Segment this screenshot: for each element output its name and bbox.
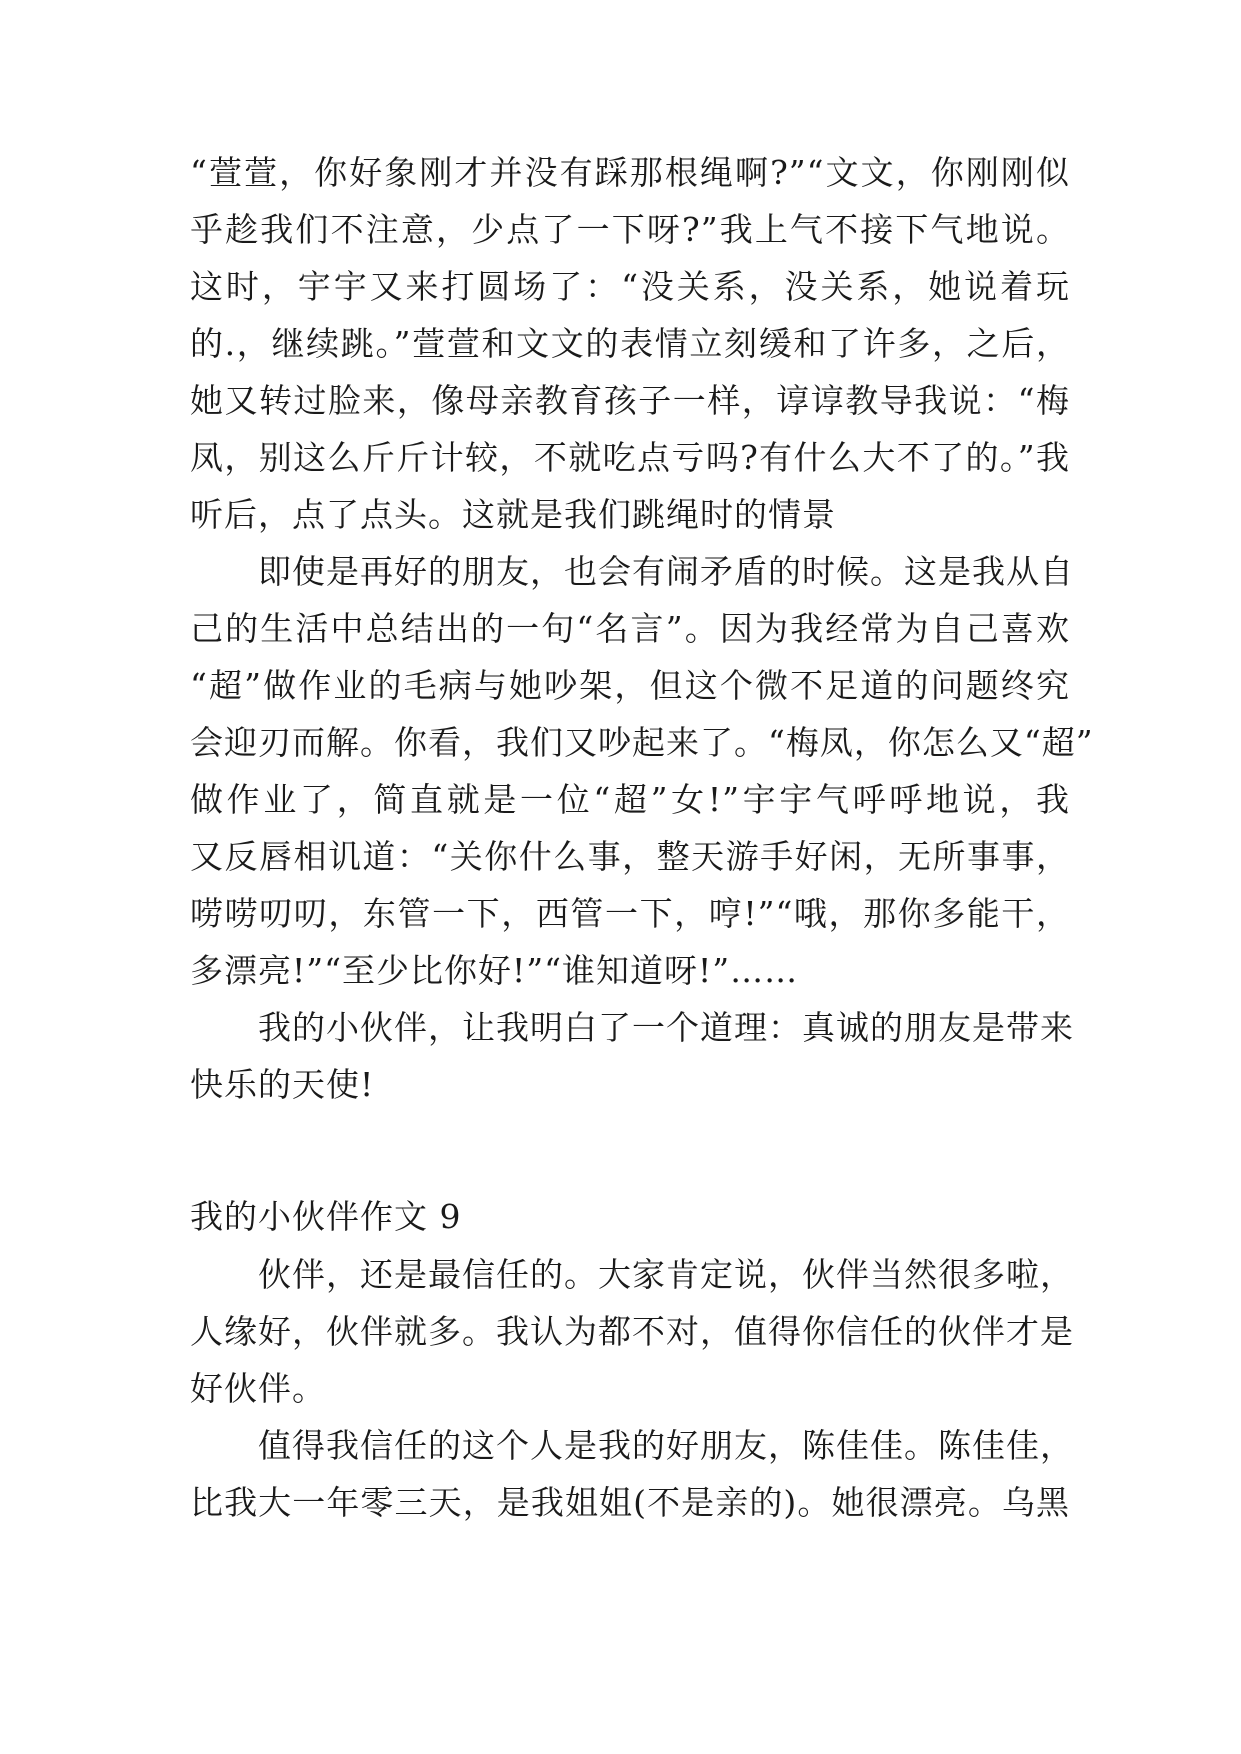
text-line: 听后，点了点头。这就是我们跳绳时的情景	[190, 495, 836, 534]
text-line: 的.，继续跳。”萱萱和文文的表情立刻缓和了许多，之后，	[190, 324, 1070, 363]
text-line: 乎趁我们不注意，少点了一下呀?”我上气不接下气地说。	[190, 210, 1070, 249]
text-line: 做作业了，简直就是一位“超”女!”宇宇气呼呼地说，我	[190, 780, 1070, 819]
text-line: 快乐的天使!	[190, 1065, 375, 1104]
paragraph-first-line: 伙伴，还是最信任的。大家肯定说，伙伴当然很多啦，	[258, 1255, 1074, 1294]
text-line: 人缘好，伙伴就多。我认为都不对，值得你信任的伙伴才是	[190, 1312, 1074, 1351]
text-line: 凤，别这么斤斤计较，不就吃点亏吗?有什么大不了的。”我	[190, 438, 1070, 477]
paragraph-first-line: 值得我信任的这个人是我的好朋友，陈佳佳。陈佳佳，	[258, 1426, 1074, 1465]
text-line: 好伙伴。	[190, 1369, 326, 1408]
essay-heading: 我的小伙伴作文 9	[190, 1197, 462, 1236]
text-line: “萱萱，你好象刚才并没有踩那根绳啊?”“文文，你刚刚似	[190, 153, 1070, 192]
text-line: 又反唇相讥道：“关你什么事，整天游手好闲，无所事事，	[190, 837, 1070, 876]
text-line: 比我大一年零三天，是我姐姐(不是亲的)。她很漂亮。乌黑	[190, 1483, 1070, 1522]
text-line: 唠唠叨叨，东管一下，西管一下，哼!”“哦，那你多能干，	[190, 894, 1070, 933]
text-line: 多漂亮!”“至少比你好!”“谁知道呀!”……	[190, 951, 799, 990]
text-line: “超”做作业的毛病与她吵架，但这个微不足道的问题终究	[190, 666, 1070, 705]
text-line: 这时，宇宇又来打圆场了：“没关系，没关系，她说着玩	[190, 267, 1070, 306]
text-line: 会迎刃而解。你看，我们又吵起来了。“梅凤，你怎么又“超”	[190, 723, 1094, 762]
text-line: 她又转过脸来，像母亲教育孩子一样，谆谆教导我说：“梅	[190, 381, 1070, 420]
text-line: 己的生活中总结出的一句“名言”。因为我经常为自己喜欢	[190, 609, 1070, 648]
paragraph-first-line: 即使是再好的朋友，也会有闹矛盾的时候。这是我从自	[258, 552, 1074, 591]
paragraph-first-line: 我的小伙伴，让我明白了一个道理：真诚的朋友是带来	[258, 1008, 1074, 1047]
